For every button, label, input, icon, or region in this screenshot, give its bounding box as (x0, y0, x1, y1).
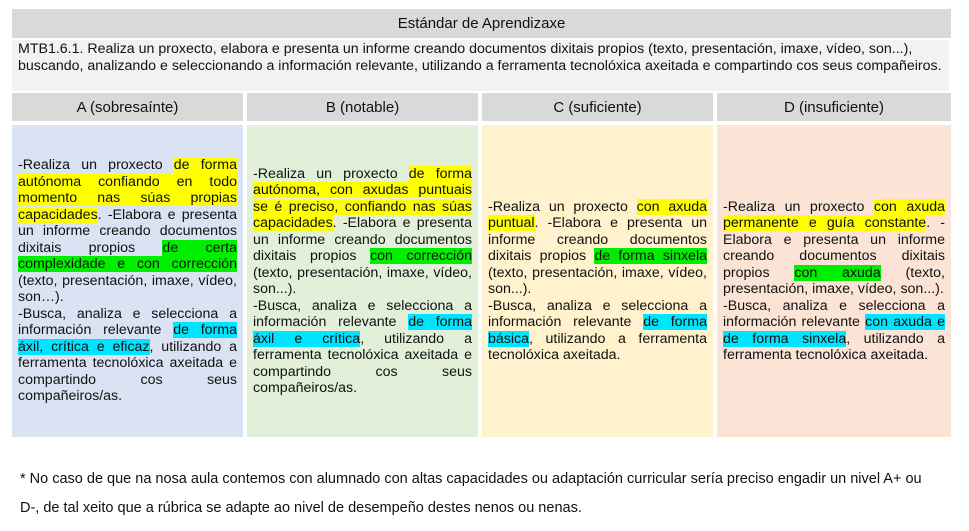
cell-text: -Busca, analiza e selecciona a información relevante (18, 305, 237, 339)
cell-text: -Busca, analiza e selecciona a información relevante (488, 297, 707, 330)
highlight-search: de forma áxil e crítica (253, 314, 472, 347)
highlight-search: de forma áxil, crítica e eficaz (18, 322, 237, 355)
cell-text: , utilizando a ferramenta tecnolóxica axeitada e compartindo cos seus compañeiros/as. (253, 330, 472, 396)
rubric-cell-d (717, 125, 951, 437)
cell-text: (texto, presentación, imaxe, vídeo, son...). (253, 264, 472, 297)
cell-text: -Realiza un proxecto (723, 198, 874, 215)
rubric-text-d (723, 199, 945, 364)
cell-text: (texto, presentación, imaxe, vídeo, son...). (488, 264, 707, 297)
highlight-quality: de certa complexidade e con corrección (18, 239, 237, 273)
cell-text: . -Elabora e presenta un informe creando documentos dixitais propios (18, 206, 237, 256)
footnote-line-1: * No caso de que na nosa aula contemos con alumnado con altas capacidades ou adaptación curricular sería preciso engadir un nivel A+ ou (20, 471, 922, 487)
cell-text: . -Elabora e presenta un informe creando documentos dixitais propios (488, 215, 707, 264)
cell-text: -Busca, analiza e selecciona a información relevante (253, 297, 472, 330)
highlight-search: con axuda e de forma sinxela (723, 314, 945, 347)
highlight-autonomy: de forma autónoma confiando en todo momento nas súas propias capacidades (18, 157, 237, 223)
rubric-text-b (253, 166, 472, 397)
rubric-cell-a (12, 125, 243, 437)
highlight-quality: con axuda (794, 264, 881, 281)
rubric-cell-c (482, 125, 713, 437)
highlight-search: de forma básica (488, 314, 707, 347)
rubric-text-a (18, 157, 237, 405)
cell-text: . -Elabora e presenta un informe creando documentos dixitais propios (253, 215, 472, 264)
highlight-autonomy: con axuda puntual (488, 198, 707, 231)
cell-text: -Realiza un proxecto (18, 157, 174, 174)
column-header-b: B (notable) (247, 93, 478, 121)
column-header-d: D (insuficiente) (717, 93, 951, 121)
highlight-quality: de forma sinxela (594, 248, 707, 264)
rubric-cell-b (247, 125, 478, 437)
highlight-autonomy: de forma autónoma, con axudas puntuais se é preciso, confiando nas súas capacidades (253, 165, 472, 231)
standard-header: Estándar de Aprendizaxe (12, 9, 951, 38)
cell-text: (texto, presentación, imaxe, vídeo, son...). (723, 264, 945, 297)
rubric-text-c (488, 199, 707, 364)
footnote-line-2: D-, de tal xeito que a rúbrica se adapte ao nivel de desempeño destes nenos ou nenas. (20, 500, 582, 516)
standard-description: MTB1.6.1. Realiza un proxecto, elabora e presenta un informe creando documentos dixitais propios (texto, presentación, imaxe, vídeo, son...), buscando, analizando e seleccionando a información relevante, utilizando a ferramenta tecnolóxica axeitada e compartindo cos seus compañeiros. (12, 40, 949, 91)
cell-text: (texto, presentación, imaxe, vídeo, son…). (18, 272, 237, 306)
cell-text: , utilizando a ferramenta tecnolóxica axeitada e compartindo cos seus compañeiros/as. (18, 338, 237, 405)
cell-text: . -Elabora e presenta un informe creando documentos dixitais propios (723, 215, 945, 281)
cell-text: -Realiza un proxecto (488, 198, 637, 215)
column-header-a: A (sobresaínte) (12, 93, 243, 121)
column-header-c: C (suficiente) (482, 93, 713, 121)
highlight-quality: con corrección (370, 248, 472, 264)
highlight-autonomy: con axuda permanente e guía constante (723, 198, 945, 231)
cell-text: , utilizando a ferramenta tecnolóxica axeitada. (488, 330, 707, 363)
cell-text: , utilizando a ferramenta tecnolóxica axeitada. (723, 330, 945, 363)
cell-text: -Busca, analiza e selecciona a información relevante (723, 297, 945, 330)
cell-text: -Realiza un proxecto (253, 165, 409, 182)
